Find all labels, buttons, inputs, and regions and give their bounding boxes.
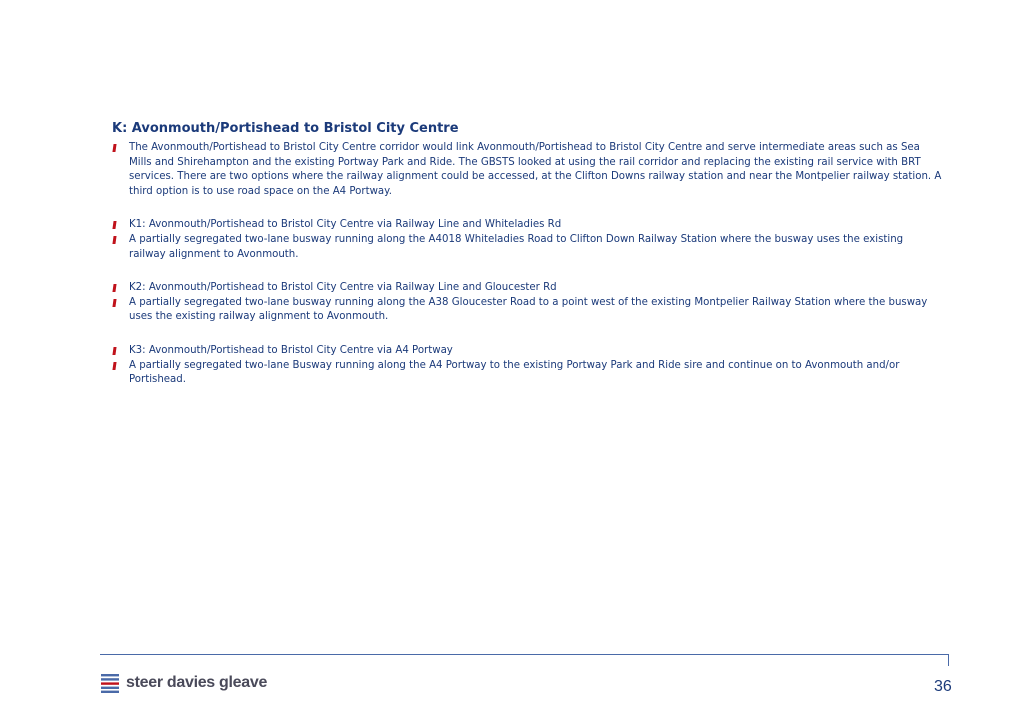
- bullet-marker: [112, 284, 116, 292]
- intro-paragraph: [112, 141, 942, 199]
- bullet-marker: [112, 362, 116, 370]
- bullet-marker: [112, 236, 116, 244]
- option-title-text: K1: Avonmouth/Portishead to Bristol City Centre via Railway Line and Whiteladies Rd: [129, 219, 562, 231]
- option-description-text: A partially segregated two-lane Busway running along the A4 Portway to the existing Portway Park and Ride sire and continue on to Avonmouth and/or Portishead.: [129, 359, 900, 386]
- intro-text: The Avonmouth/Portishead to Bristol City Centre corridor would link Avonmouth/Portishead to Bristol City Centre and serve intermediate areas such as Sea Mills and Shirehampton and the existing Portway Park and Ride. The GBSTS looked at using the rail corridor and replacing the existing rail service with BRT services. There are two options where the railway alignment could be accessed, at the Clifton Downs railway station and near the Montpelier railway station. A third option is to use road space on the A4 Portway.: [129, 142, 942, 197]
- section-heading: K: Avonmouth/Portishead to Bristol City Centre: [112, 121, 459, 136]
- option-k3-title: [112, 344, 942, 359]
- option-title-text: K3: Avonmouth/Portishead to Bristol City Centre via A4 Portway: [129, 344, 453, 356]
- bullet-marker: [112, 299, 116, 307]
- option-description-text: A partially segregated two-lane busway running along the A4018 Whiteladies Road to Clifton Down Railway Station where the busway uses the existing railway alignment to Avonmouth.: [129, 233, 904, 260]
- option-k1-description: [112, 233, 942, 262]
- logo-text: steer davies gleave: [126, 674, 268, 691]
- page-number: 36: [934, 678, 952, 695]
- logo-mark-icon: [101, 673, 119, 693]
- option-description-text: A partially segregated two-lane busway running along the A38 Gloucester Road to a point west of the existing Montpelier Railway Station where the busway uses the existing railway alignment to Avonmouth.: [129, 296, 928, 323]
- bullet-marker: [112, 347, 116, 355]
- footer-divider-end: [948, 654, 949, 666]
- footer-divider: [100, 654, 948, 655]
- option-k3-description: [112, 359, 942, 388]
- option-k2-description: [112, 296, 942, 325]
- bullet-marker: [112, 144, 116, 152]
- bullet-marker: [112, 221, 116, 229]
- document-body: [112, 120, 942, 388]
- option-k2-title: [112, 281, 942, 296]
- option-title-text: K2: Avonmouth/Portishead to Bristol City Centre via Railway Line and Gloucester Rd: [129, 282, 557, 294]
- company-logo: [101, 672, 267, 694]
- option-k1-title: [112, 218, 942, 233]
